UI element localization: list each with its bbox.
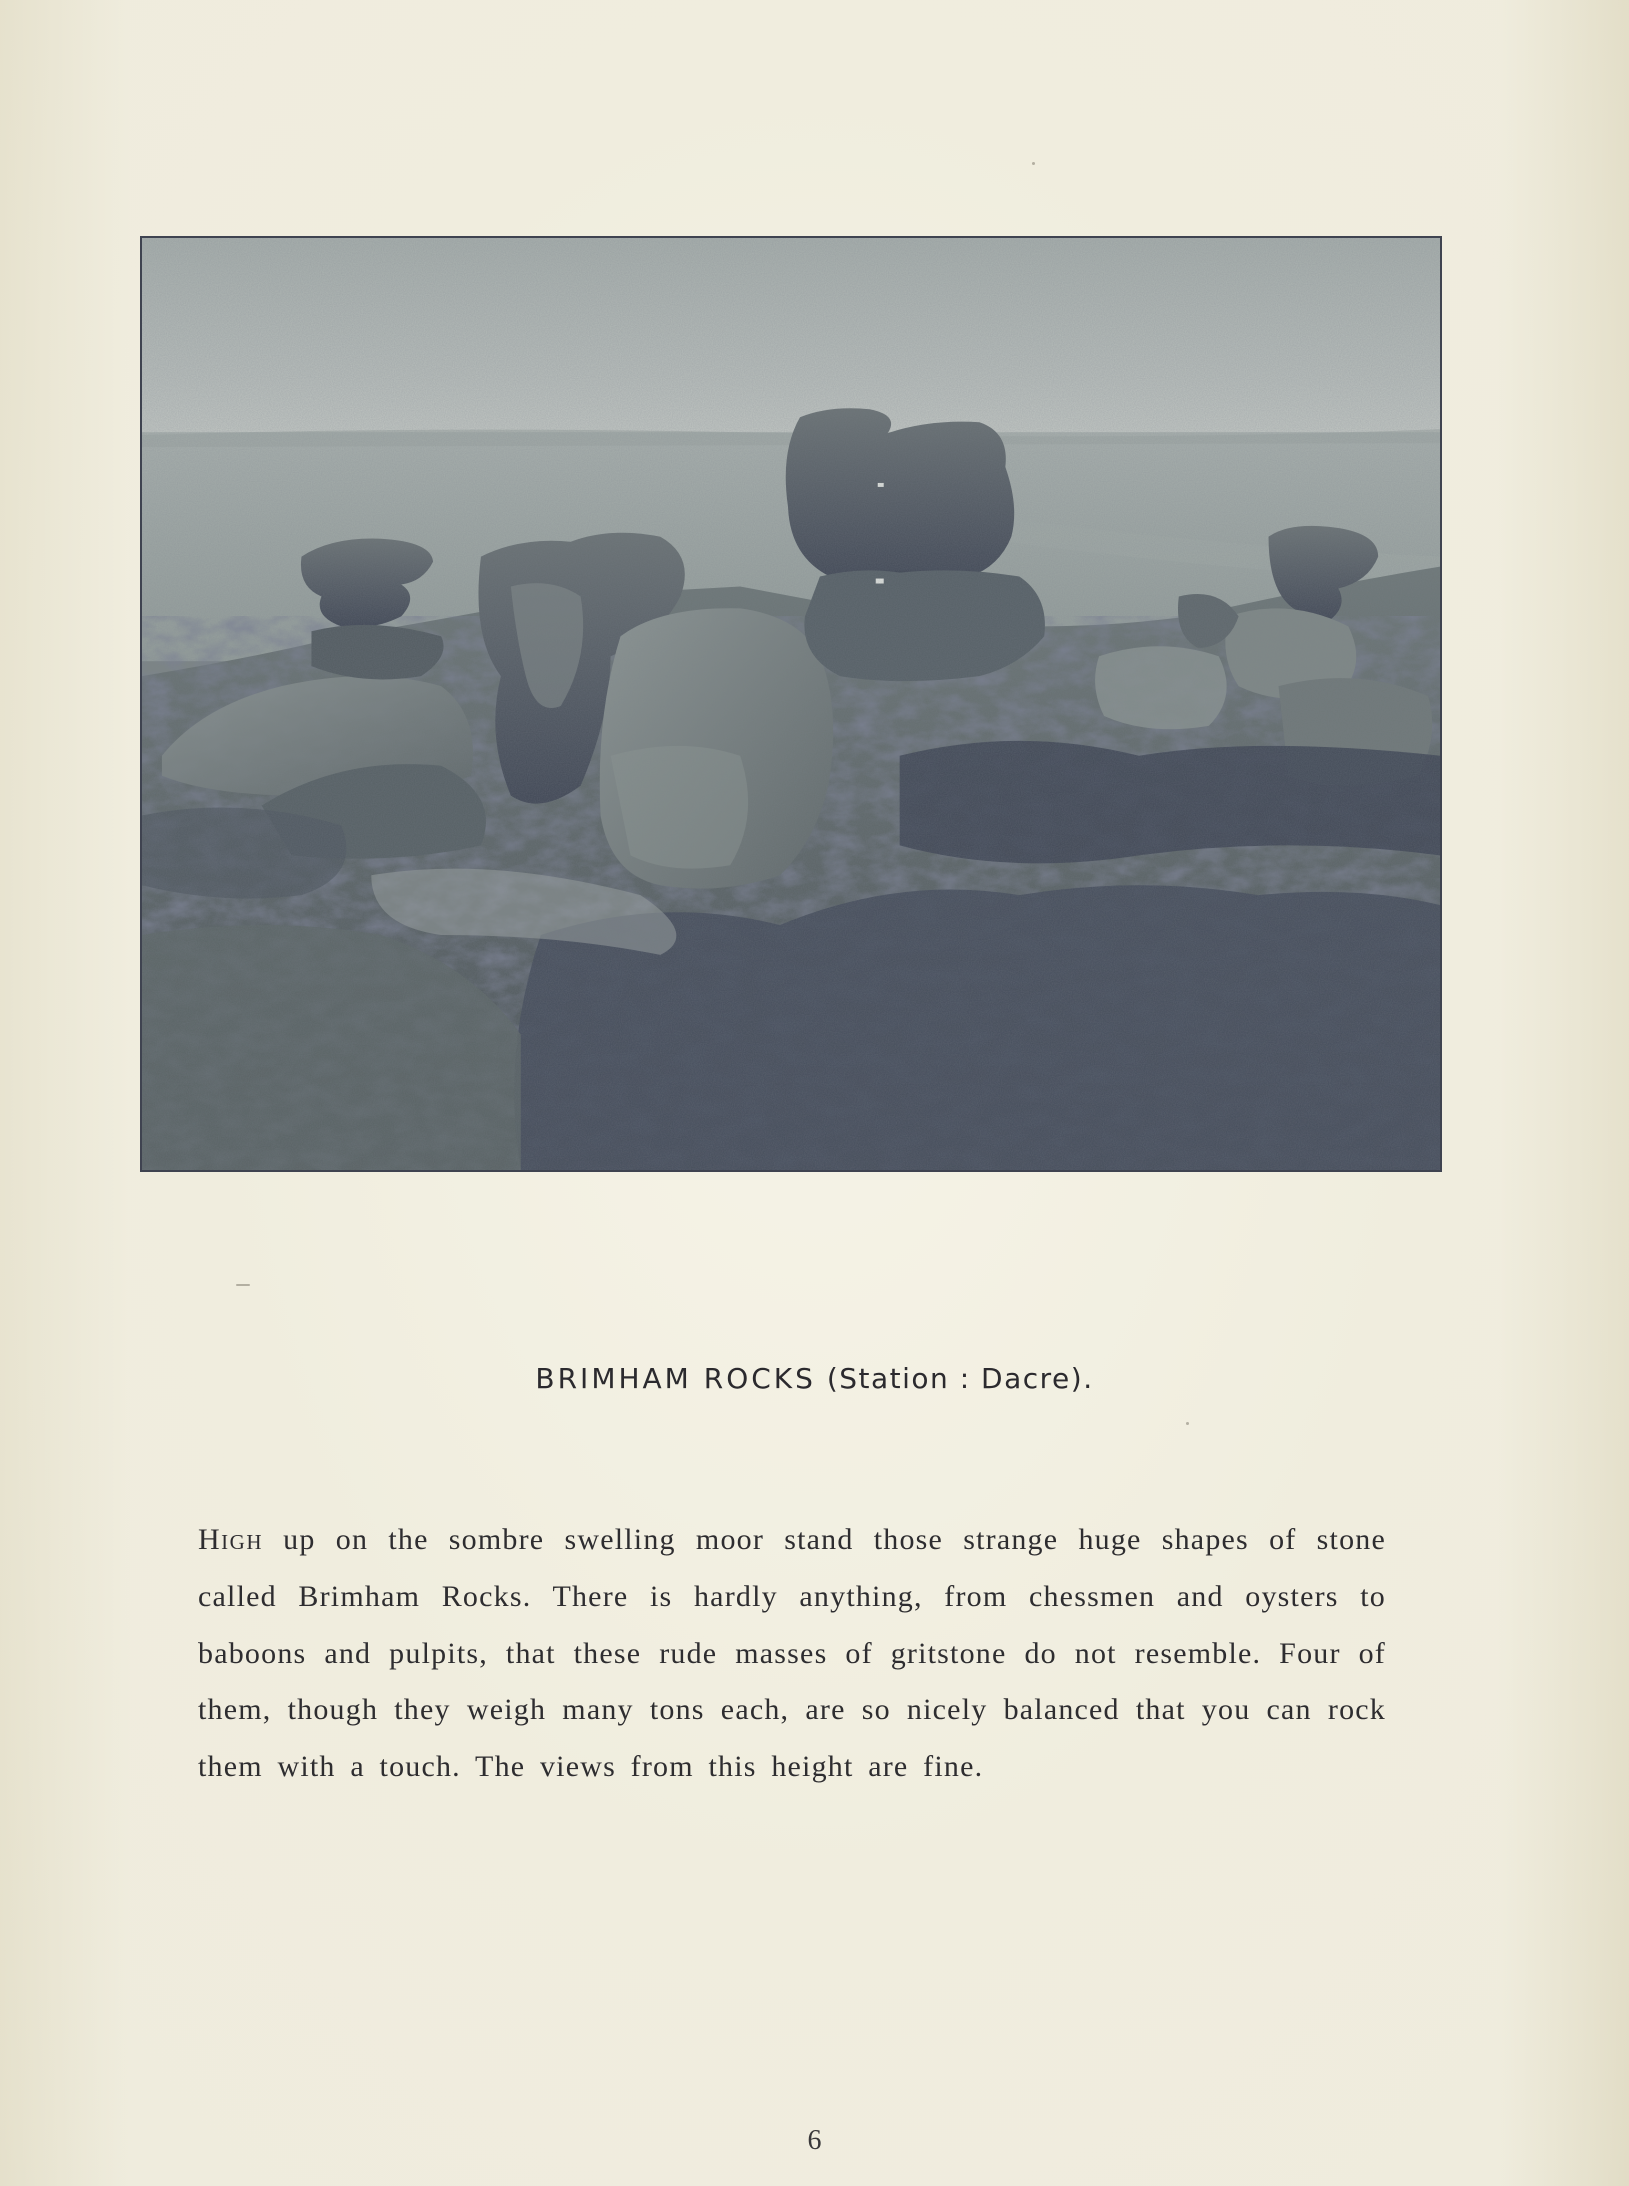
description-paragraph	[198, 1512, 1386, 1796]
plate-caption	[0, 1362, 1629, 1395]
paper-speck	[1032, 162, 1035, 165]
paper-speck	[1186, 1422, 1189, 1425]
paper-speck	[236, 1284, 250, 1286]
brimham-rocks-photograph	[140, 236, 1442, 1172]
paragraph-lead-word: High	[198, 1523, 263, 1556]
caption-title: BRIMHAM ROCKS	[535, 1362, 816, 1395]
landscape-photograph-icon	[142, 238, 1440, 1170]
page-number: 6	[807, 2125, 822, 2156]
caption-station: (Station : Dacre).	[826, 1362, 1094, 1395]
paragraph-text: up on the sombre swelling moor stand those strange huge shapes of stone called Brimham Rocks. There is hardly anything, from chessmen and oysters to baboons and pulpits, that these rude masses of gritstone do not resemble. Four of them, though they weigh many tons each, are so nicely balanced that you can rock them with a touch. The views from this height are fine.	[198, 1523, 1386, 1784]
